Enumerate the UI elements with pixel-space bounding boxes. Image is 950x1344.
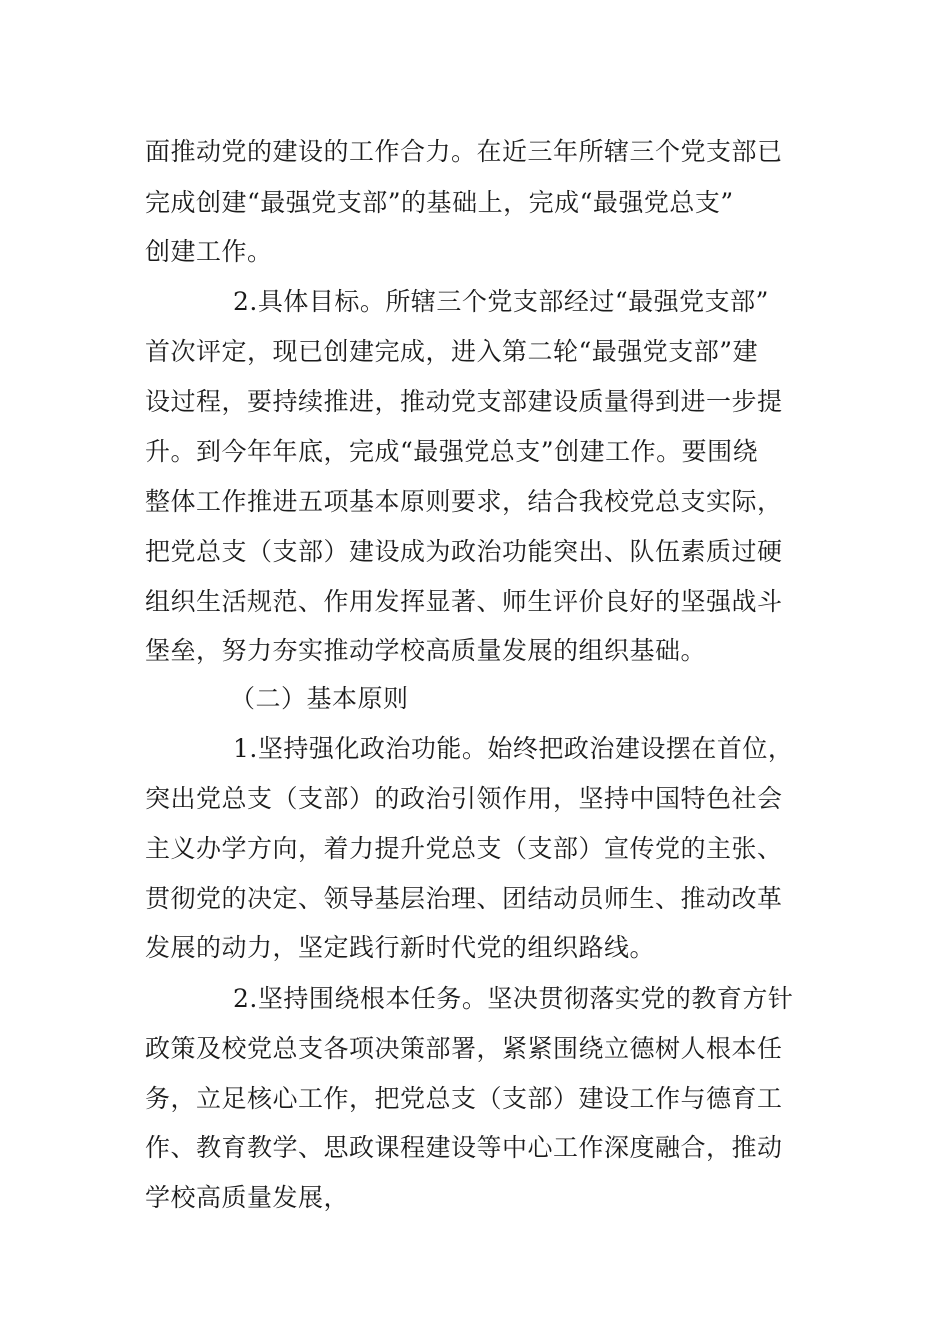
text-line: 完成创建“最强党支部”的基础上，完成“最强党总支” — [145, 188, 734, 217]
text-line: 政策及校党总支各项决策部署，紧紧围绕立德树人根本任 — [145, 1034, 783, 1063]
text-line: 整体工作推进五项基本原则要求，结合我校党总支实际， — [145, 487, 783, 516]
text-line: 堡垒，努力夯实推动学校高质量发展的组织基础。 — [145, 636, 707, 665]
text-line: 2.具体目标。所辖三个党支部经过“最强党支部” — [233, 287, 769, 316]
text-line: 作、教育教学、思政课程建设等中心工作深度融合，推动 — [145, 1133, 783, 1162]
text-line: 1.坚持强化政治功能。始终把政治建设摆在首位， — [233, 734, 794, 763]
text-line: 创建工作。 — [145, 237, 273, 266]
text-line: 学校高质量发展， — [145, 1183, 350, 1212]
text-line: 把党总支（支部）建设成为政治功能突出、队伍素质过硬 — [145, 537, 783, 566]
text-line: 面推动党的建设的工作合力。在近三年所辖三个党支部已 — [145, 137, 783, 166]
text-line: 升。到今年年底，完成“最强党总支”创建工作。要围绕 — [145, 437, 759, 466]
text-line: 发展的动力，坚定践行新时代党的组织路线。 — [145, 933, 656, 962]
text-line: 2.坚持围绕根本任务。坚决贯彻落实党的教育方针 — [233, 984, 794, 1013]
text-line: 首次评定，现已创建完成，进入第二轮“最强党支部”建 — [145, 337, 759, 366]
text-line: 主义办学方向，着力提升党总支（支部）宣传党的主张、 — [145, 834, 783, 863]
text-line: 贯彻党的决定、领导基层治理、团结动员师生、推动改革 — [145, 884, 783, 913]
text-line: 务，立足核心工作，把党总支（支部）建设工作与德育工 — [145, 1084, 783, 1113]
section-heading: （二）基本原则 — [230, 684, 409, 713]
text-line: 组织生活规范、作用发挥显著、师生评价良好的坚强战斗 — [145, 587, 783, 616]
text-line: 突出党总支（支部）的政治引领作用，坚持中国特色社会 — [145, 784, 783, 813]
text-line: 设过程，要持续推进，推动党支部建设质量得到进一步提 — [145, 387, 783, 416]
